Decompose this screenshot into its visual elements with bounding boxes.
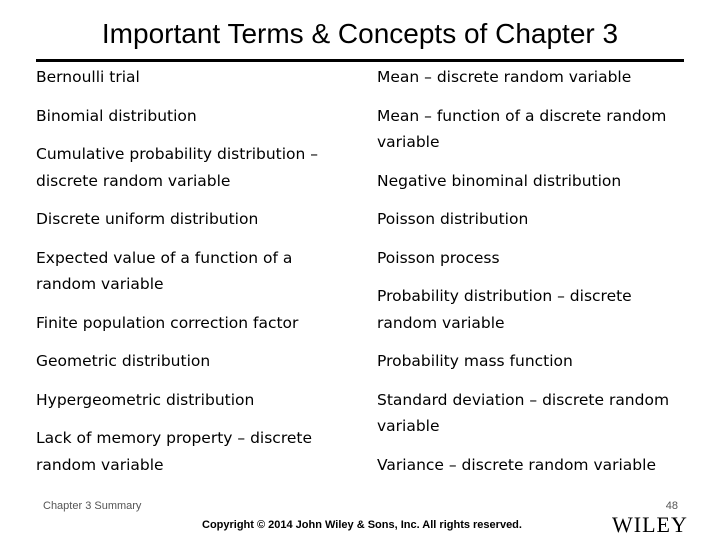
term-item: Mean – function of a discrete random variable [377, 106, 667, 151]
term-item: Hypergeometric distribution [36, 390, 255, 409]
term-item: Poisson distribution [377, 210, 529, 228]
term-item: Standard deviation – discrete random variable [377, 390, 670, 435]
footer-section-label: Chapter 3 Summary [43, 500, 142, 512]
term-item: Bernoulli trial [36, 68, 140, 86]
term-item: Discrete uniform distribution [36, 210, 259, 228]
term-item: Variance – discrete random variable [377, 455, 656, 474]
term-item: Probability mass function [377, 352, 573, 370]
term-item: Negative binominal distribution [377, 171, 622, 190]
terms-list-right [377, 64, 677, 490]
terms-list-left [36, 64, 354, 490]
wiley-logo: WILEY [612, 512, 688, 537]
term-item: Probability distribution – discrete random variable [377, 287, 632, 332]
term-item: Cumulative probability distribution – discrete random variable [36, 145, 319, 190]
page-number: 48 [665, 500, 678, 512]
term-item: Poisson process [377, 248, 500, 267]
term-item: Finite population correction factor [36, 313, 299, 332]
term-item: Lack of memory property – discrete random variable [36, 429, 312, 474]
slide-title: Important Terms & Concepts of Chapter 3 [101, 18, 619, 49]
copyright-notice: Copyright © 2014 John Wiley & Sons, Inc. All rights reserved. [202, 519, 522, 531]
term-item: Binomial distribution [36, 106, 197, 125]
term-item: Mean – discrete random variable [377, 68, 632, 86]
term-item: Expected value of a function of a random variable [36, 248, 293, 293]
title-divider [36, 59, 684, 62]
term-item: Geometric distribution [36, 352, 211, 370]
